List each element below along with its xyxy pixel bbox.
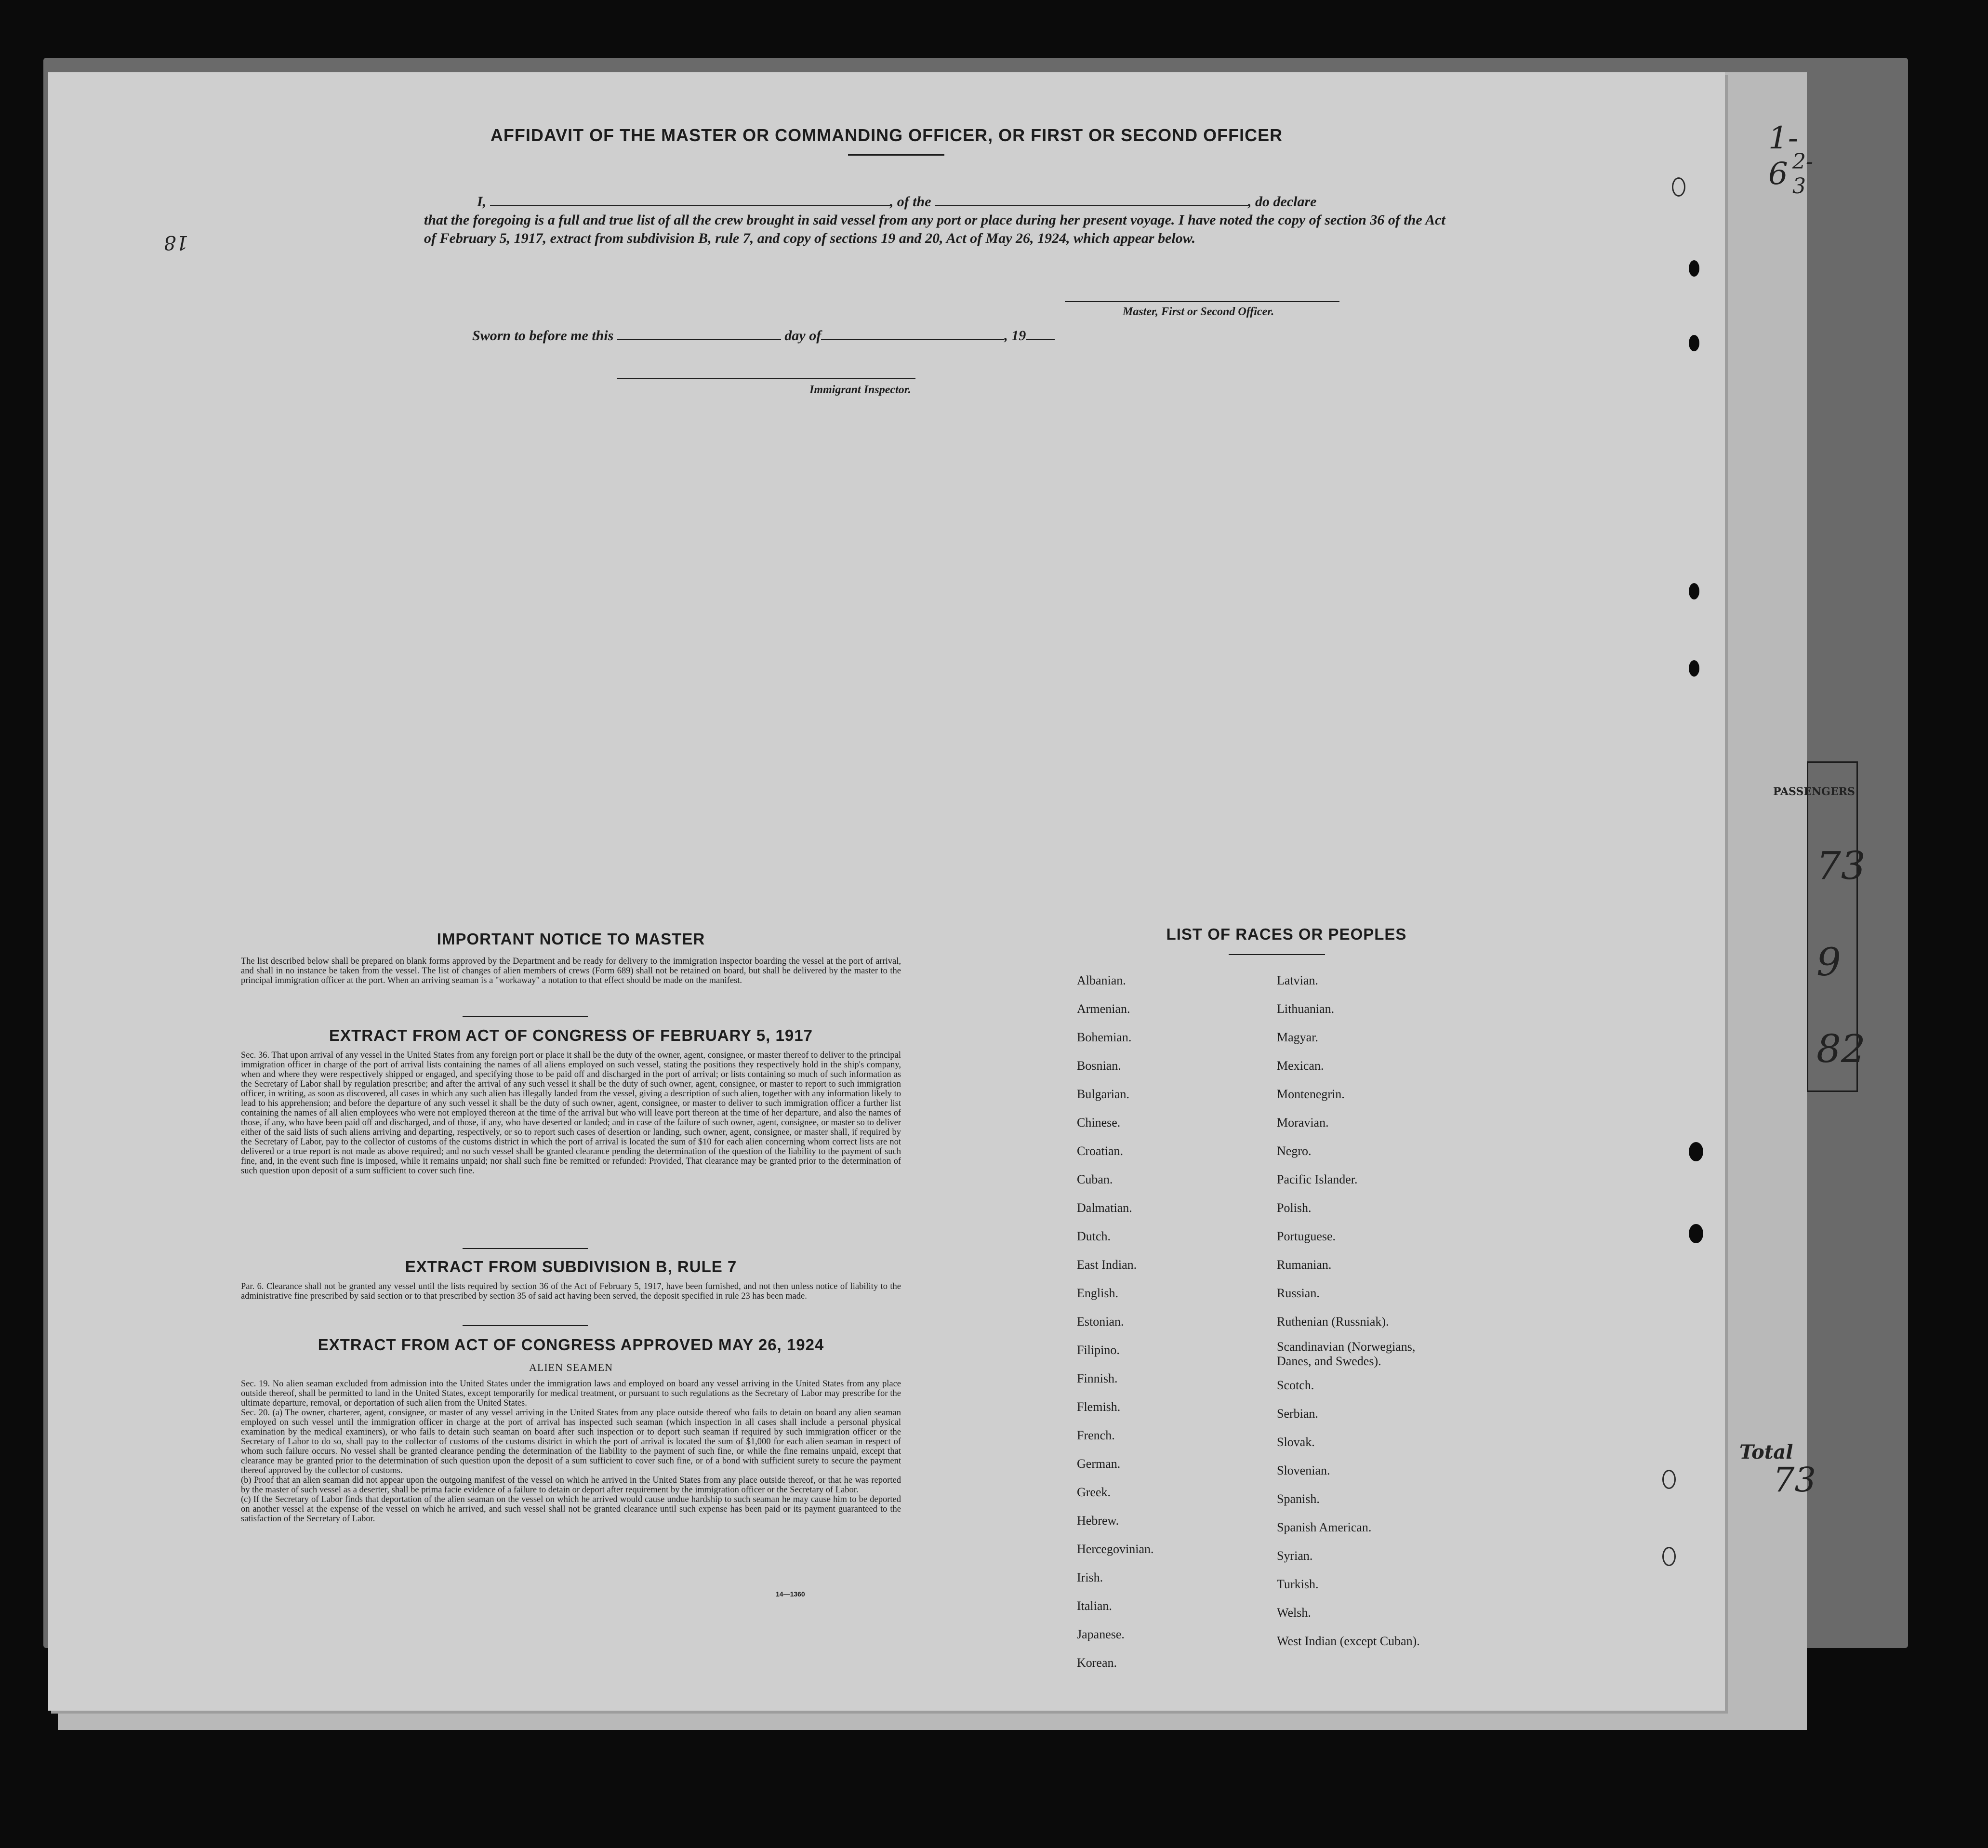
name-blank	[490, 195, 890, 206]
total-value: 73	[1773, 1460, 1816, 1500]
race-item: Bohemian.	[1077, 1030, 1132, 1044]
race-item: Bulgarian.	[1077, 1087, 1130, 1101]
race-item: Serbian.	[1277, 1407, 1318, 1421]
vessel-blank	[935, 195, 1248, 206]
form-number: 14—1360	[776, 1590, 805, 1598]
total-label: Total	[1739, 1441, 1793, 1463]
races-left-column	[1077, 966, 1154, 1677]
extract-1917-text: Sec. 36. That upon arrival of any vessel in the United States from any foreign port or place it shall be the duty of the owner, agent, consignee, or master thereof to deliver to the principal immigration officer in charge of the port of arrival lists containing the names of all aliens employed on such vessel, stating the positions they respectively hold in the ship's company, when and where they were respectively shipped or engaged, and specifying those to be paid off and discharged in the port of arrival; or lists containing so much of such information as the Secretary of Labor shall by regulation prescribe; and after the arrival of any such vessel it shall be the duty of such owner, agent, consignee, or master to report to such immigration officer, in writing, as soon as discovered, all cases in which any such alien has illegally landed from the vessel, giving a description of such alien, together with any information likely to lead to his apprehension; and before the departure of any such vessel it shall be the duty of such owner, agent, consignee, or master to deliver to such immigration officer a further list containing the names of all alien employees who were not employed thereon at the time of the arrival but who will leave port thereon at the time of her departure, and also the names of those, if any, who have been paid off and discharged, and of those, if any, who have deserted or landed; and in case of the failure of such owner, agent, consignee, or master so to deliver either of the said lists of such aliens arriving and departing, respectively, or so to report such cases of desertion or landing, such owner, agent, consignee, or master shall, if required by the Secretary of Labor, pay to the collector of customs of the customs district in which the port of arrival is located the sum of $10 for each alien concerning whom correct lists are not delivered or a true report is not made as above required; and no such vessel shall be granted clearance pending the determination of the question of the liability to the payment of such fine, and, in the event such fine is imposed, while it remains unpaid; nor shall such fine be remitted or refunded: Provided, That clearance may be granted prior to the determination of such question upon deposit of a sum sufficient to cover such fine.	[241, 1050, 901, 1176]
race-item: Bosnian.	[1077, 1059, 1121, 1073]
race-item: Hebrew.	[1077, 1514, 1119, 1528]
sworn-line	[472, 328, 1055, 344]
races-right-column	[1277, 966, 1436, 1655]
race-item: Estonian.	[1077, 1315, 1124, 1329]
stub-value-3: 82	[1816, 1026, 1866, 1071]
affidavit-title: AFFIDAVIT OF THE MASTER OR COMMANDING OFFICER, OR FIRST OR SECOND OFFICER	[490, 125, 1283, 145]
extract-1924-sections	[241, 1379, 901, 1524]
race-item: Flemish.	[1077, 1400, 1121, 1414]
affidavit-text	[424, 193, 1445, 248]
divider	[463, 1016, 588, 1017]
race-item: Finnish.	[1077, 1371, 1118, 1385]
race-item: Welsh.	[1277, 1606, 1311, 1620]
race-item: Greek.	[1077, 1485, 1111, 1499]
race-item: Japanese.	[1077, 1627, 1125, 1641]
divider	[463, 1325, 588, 1326]
punch-hole-icon	[1689, 1142, 1703, 1161]
punch-hole-icon	[1689, 335, 1699, 351]
race-item: Italian.	[1077, 1599, 1112, 1613]
stub-value-1: 73	[1816, 843, 1866, 888]
sworn-day-label: day of	[784, 328, 822, 344]
inspector-label: Immigrant Inspector.	[809, 384, 911, 396]
race-item: Russian.	[1277, 1286, 1320, 1300]
race-item: German.	[1077, 1457, 1121, 1471]
race-item: Lithuanian.	[1277, 1002, 1335, 1016]
punch-hole-ring-icon	[1672, 177, 1685, 197]
race-item: Turkish.	[1277, 1577, 1319, 1591]
sworn-month-blank	[821, 329, 1004, 340]
master-signature-line	[1065, 301, 1339, 302]
sworn-day-blank	[617, 329, 781, 340]
punch-hole-icon	[1689, 660, 1699, 677]
race-item: Spanish.	[1277, 1492, 1320, 1506]
punch-hole-icon	[1689, 260, 1699, 277]
inspector-signature-line	[617, 378, 915, 379]
races-title: LIST OF RACES OR PEOPLES	[1166, 925, 1407, 943]
race-item: Spanish American.	[1277, 1520, 1372, 1534]
race-item: Slovak.	[1277, 1435, 1315, 1449]
race-item: West Indian (except Cuban).	[1277, 1634, 1420, 1648]
race-item: Polish.	[1277, 1201, 1312, 1215]
sec-20c: (c) If the Secretary of Labor finds that deportation of the alien seaman on the vessel on which he arrived would cause undue hardship to such seaman he may cause him to be deported on another vessel at the expense of the vessel on which he arrived, and such vessel shall not be granted clearance until such expense has been paid or its payment guaranteed to the satisfaction of the Secretary of Labor.	[241, 1495, 901, 1524]
punch-hole-icon	[1689, 583, 1699, 599]
notice-text: The list described below shall be prepared on blank forms approved by the Department and be ready for delivery to the immigration inspector boarding the vessel at the port of arrival, and shall in no instance be taken from the vessel. The list of changes of alien members of crews (Form 689) shall not be retained on board, but shall be delivered by the master to the principal immigration officer at the port. When an arriving seaman is a "workaway" a notation to that effect should be made on the manifest.	[241, 957, 901, 985]
sec-20b: (b) Proof that an alien seaman did not appear upon the outgoing manifest of the vessel on which he arrived in the United States from any place outside thereof, or that he was reported by the master of such vessel as a deserter, shall be prima facie evidence of a failure to detain or deport after requirement by the immigration officer or the Secretary of Labor.	[241, 1476, 901, 1495]
extract-1924-subtitle: ALIEN SEAMEN	[529, 1361, 613, 1373]
race-item: Slovenian.	[1277, 1463, 1330, 1477]
punch-hole-icon	[1689, 1224, 1703, 1243]
affidavit-body: that the foregoing is a full and true list of all the crew brought in said vessel from any port or place during her present voyage. I have noted the copy of section 36 of the Act of February 5, 1917, extract from subdivision B, rule 7, and copy of sections 19 and 20, Act of May 26, 1924, which appear below.	[424, 212, 1445, 246]
divider	[463, 1248, 588, 1249]
sec-20a: Sec. 20. (a) The owner, charterer, agent, consignee, or master of any vessel arriving in the United States from any place outside thereof who fails to detain on board any alien seaman employed on such vessel until the immigration officer in charge at the port of arrival has inspected such seaman (which inspection in all cases shall include a personal physical examination by the medical examiners), or who fails to detain such seaman on board after such inspection or to deport such seaman if required by such immigration officer or the Secretary of Labor to do so, shall pay to the collector of customs of the customs district in which the port of arrival is located the sum of $1,000 for each alien seaman in respect of whom such failure occurs. No vessel shall be granted clearance pending the determination of the liability to the payment of such fine, or while the fine remains unpaid, except that clearance may be granted prior to the determination of such question upon the deposit of a sum sufficient to cover such fine, or of a bond with sufficient surety to secure the payment thereof approved by the collector of customs.	[241, 1408, 901, 1476]
race-item: Montenegrin.	[1277, 1087, 1345, 1101]
notice-title: IMPORTANT NOTICE TO MASTER	[437, 930, 705, 948]
extract-1924-title: EXTRACT FROM ACT OF CONGRESS APPROVED MAY 26, 1924	[318, 1336, 824, 1354]
sworn-start: Sworn to before me this	[472, 328, 614, 344]
race-item: Portuguese.	[1277, 1229, 1336, 1243]
race-item: Chinese.	[1077, 1116, 1121, 1130]
race-item: Scandinavian (Norwegians, Danes, and Swedes).	[1277, 1340, 1416, 1368]
sworn-year-label: , 19	[1004, 328, 1026, 344]
race-item: Scotch.	[1277, 1378, 1314, 1392]
line1-start: I,	[477, 194, 487, 210]
extract-rule7-title: EXTRACT FROM SUBDIVISION B, RULE 7	[405, 1258, 737, 1276]
race-item: Hercegovinian.	[1077, 1542, 1154, 1556]
master-label: Master, First or Second Officer.	[1123, 306, 1274, 318]
extract-1917-title: EXTRACT FROM ACT OF CONGRESS OF FEBRUARY 5, 1917	[329, 1026, 813, 1044]
race-item: Ruthenian (Russniak).	[1277, 1315, 1389, 1329]
race-item: Pacific Islander.	[1277, 1172, 1358, 1186]
race-item: French.	[1077, 1428, 1115, 1442]
sworn-year-blank	[1026, 329, 1055, 340]
race-item: Dalmatian.	[1077, 1201, 1132, 1215]
punch-hole-ring-icon	[1662, 1547, 1676, 1566]
line1-mid: , of the	[889, 194, 931, 210]
race-item: Armenian.	[1077, 1002, 1130, 1016]
race-item: Dutch.	[1077, 1229, 1111, 1243]
left-margin-number: 18	[164, 231, 188, 253]
stub-value-2: 9	[1816, 940, 1841, 984]
race-item: Latvian.	[1277, 973, 1318, 987]
title-rule	[848, 154, 944, 156]
races-title-rule	[1229, 954, 1325, 955]
race-item: Filipino.	[1077, 1343, 1120, 1357]
race-item: Croatian.	[1077, 1144, 1124, 1158]
race-item: Irish.	[1077, 1570, 1103, 1584]
extract-rule7-text: Par. 6. Clearance shall not be granted any vessel until the lists required by section 36 of the Act of February 5, 1917, have been furnished, and not then unless notice of liability to the administrative fine prescribed by said section or to that prescribed by section 35 of said act having been served, the deposit specified in rule 23 has been made.	[241, 1282, 901, 1301]
race-item: Korean.	[1077, 1656, 1117, 1670]
race-item: Syrian.	[1277, 1549, 1313, 1563]
sec-19: Sec. 19. No alien seaman excluded from admission into the United States under the immigration laws and employed on board any vessel arriving in the United States from any place outside thereof, shall be permitted to land in the United States, except temporarily for medical treatment, or pursuant to such regulations as the Secretary of Labor may prescribe for the ultimate departure, removal, or deportation of such alien from the United States.	[241, 1379, 901, 1408]
race-item: Cuban.	[1077, 1172, 1113, 1186]
race-item: Mexican.	[1277, 1059, 1324, 1073]
affidavit-page	[48, 72, 1725, 1711]
race-item: Magyar.	[1277, 1030, 1318, 1044]
punch-hole-ring-icon	[1662, 1470, 1676, 1489]
race-item: Rumanian.	[1277, 1258, 1332, 1272]
top-right-mark: 1-6	[1768, 120, 1799, 192]
race-item: Albanian.	[1077, 973, 1126, 987]
race-item: Negro.	[1277, 1144, 1312, 1158]
race-item: English.	[1077, 1286, 1118, 1300]
top-right-sub-mark: 2-3	[1792, 149, 1813, 199]
race-item: Moravian.	[1277, 1116, 1329, 1130]
race-item: East Indian.	[1077, 1258, 1137, 1272]
stub-label: PASSENGERS	[1773, 785, 1855, 798]
line1-end: , do declare	[1248, 194, 1317, 210]
